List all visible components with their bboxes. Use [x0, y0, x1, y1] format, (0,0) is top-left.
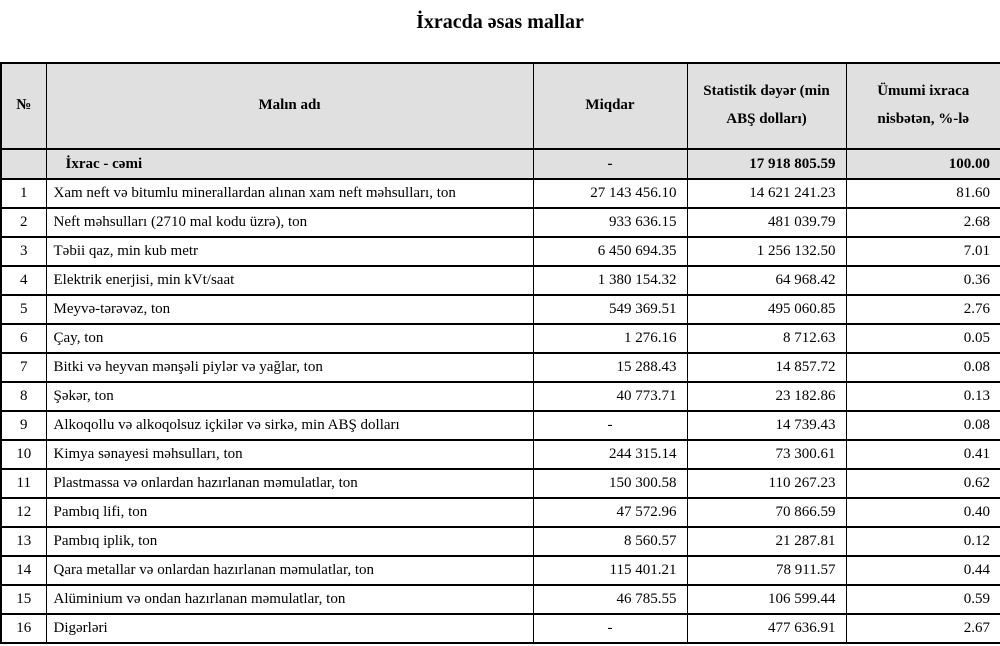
export-goods-table: [0, 62, 1000, 644]
percent-cell: 0.12: [846, 527, 1000, 556]
percent-cell: 0.59: [846, 585, 1000, 614]
table-row: [1, 469, 1000, 498]
table-row: [1, 440, 1000, 469]
percent-cell: 2.67: [846, 614, 1000, 643]
table-row: [1, 382, 1000, 411]
table-row: [1, 411, 1000, 440]
product-name-cell: Alkoqollu və alkoqolsuz içkilər və sirkə, min ABŞ dolları: [46, 411, 533, 440]
row-number-cell: 3: [1, 237, 46, 266]
row-number-cell: 1: [1, 179, 46, 208]
row-number-cell: 14: [1, 556, 46, 585]
percent-cell: 0.40: [846, 498, 1000, 527]
percent-cell: 0.08: [846, 353, 1000, 382]
table-row: [1, 498, 1000, 527]
percent-cell: 0.13: [846, 382, 1000, 411]
percent-cell: 81.60: [846, 179, 1000, 208]
value-cell: 495 060.85: [687, 295, 846, 324]
value-cell: 110 267.23: [687, 469, 846, 498]
quantity-cell: -: [533, 614, 687, 643]
value-cell: 14 739.43: [687, 411, 846, 440]
row-number-cell: 5: [1, 295, 46, 324]
row-number-cell: 15: [1, 585, 46, 614]
table-row: [1, 585, 1000, 614]
product-name-cell: Alüminium və ondan hazırlanan məmulatlar, ton: [46, 585, 533, 614]
row-number-cell: 8: [1, 382, 46, 411]
quantity-cell: 8 560.57: [533, 527, 687, 556]
quantity-cell: 27 143 456.10: [533, 179, 687, 208]
product-name-cell: Bitki və heyvan mənşəli piylər və yağlar, ton: [46, 353, 533, 382]
row-number-cell: 13: [1, 527, 46, 556]
quantity-cell: 47 572.96: [533, 498, 687, 527]
quantity-cell: 46 785.55: [533, 585, 687, 614]
value-cell: 477 636.91: [687, 614, 846, 643]
table-header: [1, 63, 1000, 149]
row-number-cell: 6: [1, 324, 46, 353]
product-name-cell: Pambıq lifi, ton: [46, 498, 533, 527]
quantity-cell: 15 288.43: [533, 353, 687, 382]
row-number-cell: 7: [1, 353, 46, 382]
row-number-cell: [1, 149, 46, 179]
header-percent-of-exports: Ümumi ixraca nisbətən, %-lə: [846, 63, 1000, 149]
header-quantity: Miqdar: [533, 63, 687, 149]
header-statistical-value: Statistik dəyər (min ABŞ dolları): [687, 63, 846, 149]
quantity-cell: -: [533, 149, 687, 179]
value-cell: 78 911.57: [687, 556, 846, 585]
quantity-cell: -: [533, 411, 687, 440]
product-name-cell: Plastmassa və onlardan hazırlanan məmulatlar, ton: [46, 469, 533, 498]
product-name-cell: Elektrik enerjisi, min kVt/saat: [46, 266, 533, 295]
quantity-cell: 115 401.21: [533, 556, 687, 585]
percent-cell: 0.62: [846, 469, 1000, 498]
table-body: [1, 149, 1000, 643]
product-name-cell: Qara metallar və onlardan hazırlanan məmulatlar, ton: [46, 556, 533, 585]
product-name-cell: Meyvə-tərəvəz, ton: [46, 295, 533, 324]
value-cell: 14 621 241.23: [687, 179, 846, 208]
percent-cell: 0.44: [846, 556, 1000, 585]
value-cell: 106 599.44: [687, 585, 846, 614]
percent-cell: 0.08: [846, 411, 1000, 440]
percent-cell: 7.01: [846, 237, 1000, 266]
percent-cell: 0.41: [846, 440, 1000, 469]
table-row: [1, 324, 1000, 353]
value-cell: 17 918 805.59: [687, 149, 846, 179]
quantity-cell: 40 773.71: [533, 382, 687, 411]
header-row: [1, 63, 1000, 149]
value-cell: 64 968.42: [687, 266, 846, 295]
product-name-cell: Neft məhsulları (2710 mal kodu üzrə), ton: [46, 208, 533, 237]
page-title: İxracda əsas mallar: [416, 11, 584, 33]
value-cell: 21 287.81: [687, 527, 846, 556]
table-row: [1, 614, 1000, 643]
product-name-cell: İxrac - cəmi: [46, 149, 533, 179]
table-row: [1, 266, 1000, 295]
product-name-cell: Çay, ton: [46, 324, 533, 353]
row-number-cell: 4: [1, 266, 46, 295]
percent-cell: 2.68: [846, 208, 1000, 237]
percent-cell: 0.05: [846, 324, 1000, 353]
row-number-cell: 12: [1, 498, 46, 527]
value-cell: 481 039.79: [687, 208, 846, 237]
value-cell: 70 866.59: [687, 498, 846, 527]
header-number: №: [1, 63, 46, 149]
product-name-cell: Təbii qaz, min kub metr: [46, 237, 533, 266]
table-row: [1, 556, 1000, 585]
quantity-cell: 933 636.15: [533, 208, 687, 237]
table-row: [1, 208, 1000, 237]
table-row: [1, 179, 1000, 208]
quantity-cell: 244 315.14: [533, 440, 687, 469]
product-name-cell: Kimya sənayesi məhsulları, ton: [46, 440, 533, 469]
product-name-cell: Şəkər, ton: [46, 382, 533, 411]
summary-row: [1, 149, 1000, 179]
value-cell: 8 712.63: [687, 324, 846, 353]
row-number-cell: 9: [1, 411, 46, 440]
product-name-cell: Digərləri: [46, 614, 533, 643]
percent-cell: 100.00: [846, 149, 1000, 179]
row-number-cell: 16: [1, 614, 46, 643]
quantity-cell: 1 380 154.32: [533, 266, 687, 295]
quantity-cell: 6 450 694.35: [533, 237, 687, 266]
percent-cell: 2.76: [846, 295, 1000, 324]
row-number-cell: 2: [1, 208, 46, 237]
table-row: [1, 295, 1000, 324]
quantity-cell: 150 300.58: [533, 469, 687, 498]
row-number-cell: 10: [1, 440, 46, 469]
value-cell: 14 857.72: [687, 353, 846, 382]
quantity-cell: 549 369.51: [533, 295, 687, 324]
row-number-cell: 11: [1, 469, 46, 498]
header-product-name: Malın adı: [46, 63, 533, 149]
value-cell: 1 256 132.50: [687, 237, 846, 266]
table-row: [1, 527, 1000, 556]
table-row: [1, 237, 1000, 266]
table-row: [1, 353, 1000, 382]
quantity-cell: 1 276.16: [533, 324, 687, 353]
percent-cell: 0.36: [846, 266, 1000, 295]
value-cell: 73 300.61: [687, 440, 846, 469]
product-name-cell: Pambıq iplik, ton: [46, 527, 533, 556]
value-cell: 23 182.86: [687, 382, 846, 411]
product-name-cell: Xam neft və bitumlu minerallardan alınan xam neft məhsulları, ton: [46, 179, 533, 208]
